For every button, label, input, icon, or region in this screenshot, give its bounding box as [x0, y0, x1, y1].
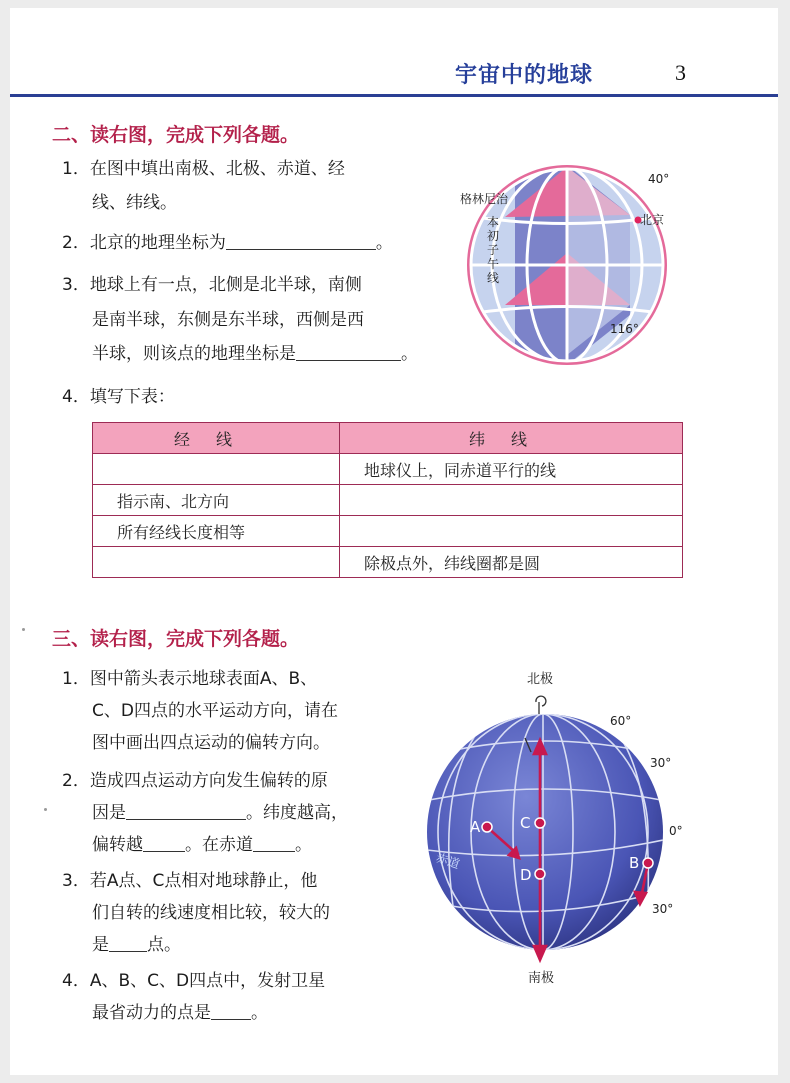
s3-q3-line2: 们自转的线速度相比较，较大的 — [92, 903, 330, 923]
table-header-parallel: 纬线 — [340, 423, 683, 454]
s2-q1-line2: 线、纬线。 — [92, 193, 177, 213]
s2-q3-end: 。 — [401, 344, 418, 364]
label-equator: 赤道 — [434, 850, 462, 872]
table-header-row — [93, 423, 683, 454]
s2-q1-line1: 1．在图中填出南极、北极、赤道、经 — [62, 159, 345, 179]
label-south-pole: 南极 — [528, 971, 555, 986]
s2-q3-text: 半球，则该点的地理坐标是 — [92, 344, 296, 364]
s2-q3-line1: 3．地球上有一点，北侧是北半球，南侧 — [62, 275, 362, 295]
scan-speck — [22, 628, 25, 631]
header-rule — [10, 94, 778, 97]
s3-q3-answer-blank[interactable] — [109, 933, 147, 952]
table-cell: 指示南、北方向 — [93, 485, 340, 516]
s3-q3-text-b: 点。 — [147, 935, 181, 955]
s3-q2-text-d: 。在赤道 — [185, 835, 253, 855]
s2-q3-answer-blank[interactable] — [296, 342, 401, 361]
table-row — [93, 454, 683, 485]
label-lon-116: 116° — [610, 322, 639, 336]
s2-q3-line3 — [92, 337, 418, 372]
table-cell[interactable] — [340, 485, 683, 516]
s3-q3-line1: 3．若A点、C点相对地球静止，他 — [62, 871, 318, 891]
s2-q2-end: 。 — [375, 233, 393, 253]
s3-q2-text-b: 。纬度越高， — [246, 803, 348, 823]
label-lat-30n: 30° — [650, 756, 672, 770]
label-lat-30s: 30° — [652, 902, 674, 916]
label-lat-0: 0° — [669, 824, 683, 838]
s2-q3-line2: 是南半球，东侧是东半球，西侧是西 — [92, 310, 364, 330]
s3-q2-text-a: 因是 — [92, 803, 126, 823]
table-cell[interactable] — [93, 454, 340, 485]
label-point-b: B — [629, 854, 640, 872]
table-cell[interactable] — [93, 547, 340, 578]
s3-q4-text-b: 。 — [251, 1003, 268, 1023]
s3-q1-line3: 图中画出四点运动的偏转方向。 — [92, 733, 330, 753]
label-point-a: A — [470, 818, 481, 836]
s3-q4-answer-blank[interactable] — [211, 1001, 251, 1020]
s3-q1-line2: C、D四点的水平运动方向，请在 — [92, 701, 338, 721]
s3-q2-text-e: 。 — [295, 835, 312, 855]
label-beijing: 北京 — [640, 213, 665, 227]
s3-q2-text-c: 偏转越 — [92, 835, 143, 855]
s3-q2-degree-blank[interactable] — [143, 833, 185, 852]
s2-q2 — [62, 226, 393, 261]
label-prime-meridian: 本初子午线 — [487, 215, 500, 285]
s3-q1-line1: 1．图中箭头表示地球表面A、B、 — [62, 669, 318, 689]
s3-q3-text-a: 是 — [92, 935, 109, 955]
table-row — [93, 547, 683, 578]
s3-q4-line2 — [92, 996, 268, 1031]
table-row — [93, 485, 683, 516]
label-lat-60: 60° — [610, 714, 632, 728]
table-cell: 地球仪上，同赤道平行的线 — [340, 454, 683, 485]
section-2-heading: 二、读右图，完成下列各题。 — [52, 124, 300, 146]
s3-q2-equator-blank[interactable] — [253, 833, 295, 852]
s3-q2-line2 — [92, 796, 348, 831]
label-north-pole: 北极 — [527, 672, 554, 687]
label-greenwich: 格林尼治 — [460, 192, 509, 206]
label-lat-40: 40° — [648, 172, 670, 186]
label-point-d: D — [520, 866, 532, 884]
s3-q4-line1: 4．A、B、C、D四点中，发射卫星 — [62, 971, 326, 991]
s3-q2-line3 — [92, 828, 312, 863]
section-3-heading: 三、读右图，完成下列各题。 — [52, 628, 300, 650]
table-cell[interactable] — [340, 516, 683, 547]
s3-q4-text-a: 最省动力的点是 — [92, 1003, 211, 1023]
s3-q2-line1: 2．造成四点运动方向发生偏转的原 — [62, 771, 328, 791]
table-header-meridian: 经线 — [93, 423, 340, 454]
meridian-parallel-table — [92, 422, 683, 578]
page-number: 3 — [675, 60, 686, 85]
table-cell: 除极点外，纬线圈都是圆 — [340, 547, 683, 578]
table-row — [93, 516, 683, 547]
page-header-title: 宇宙中的地球 — [455, 63, 594, 88]
s2-q2-answer-blank[interactable] — [226, 231, 376, 250]
s3-q2-cause-blank[interactable] — [126, 801, 246, 820]
table-cell: 所有经线长度相等 — [93, 516, 340, 547]
scan-speck — [44, 808, 47, 811]
globe-deflection-figure — [415, 690, 675, 970]
label-point-c: C — [520, 814, 531, 832]
s2-q4: 4．填写下表： — [62, 387, 175, 407]
s2-q2-text: 2．北京的地理坐标为 — [62, 233, 226, 253]
s3-q3-line3 — [92, 928, 181, 963]
